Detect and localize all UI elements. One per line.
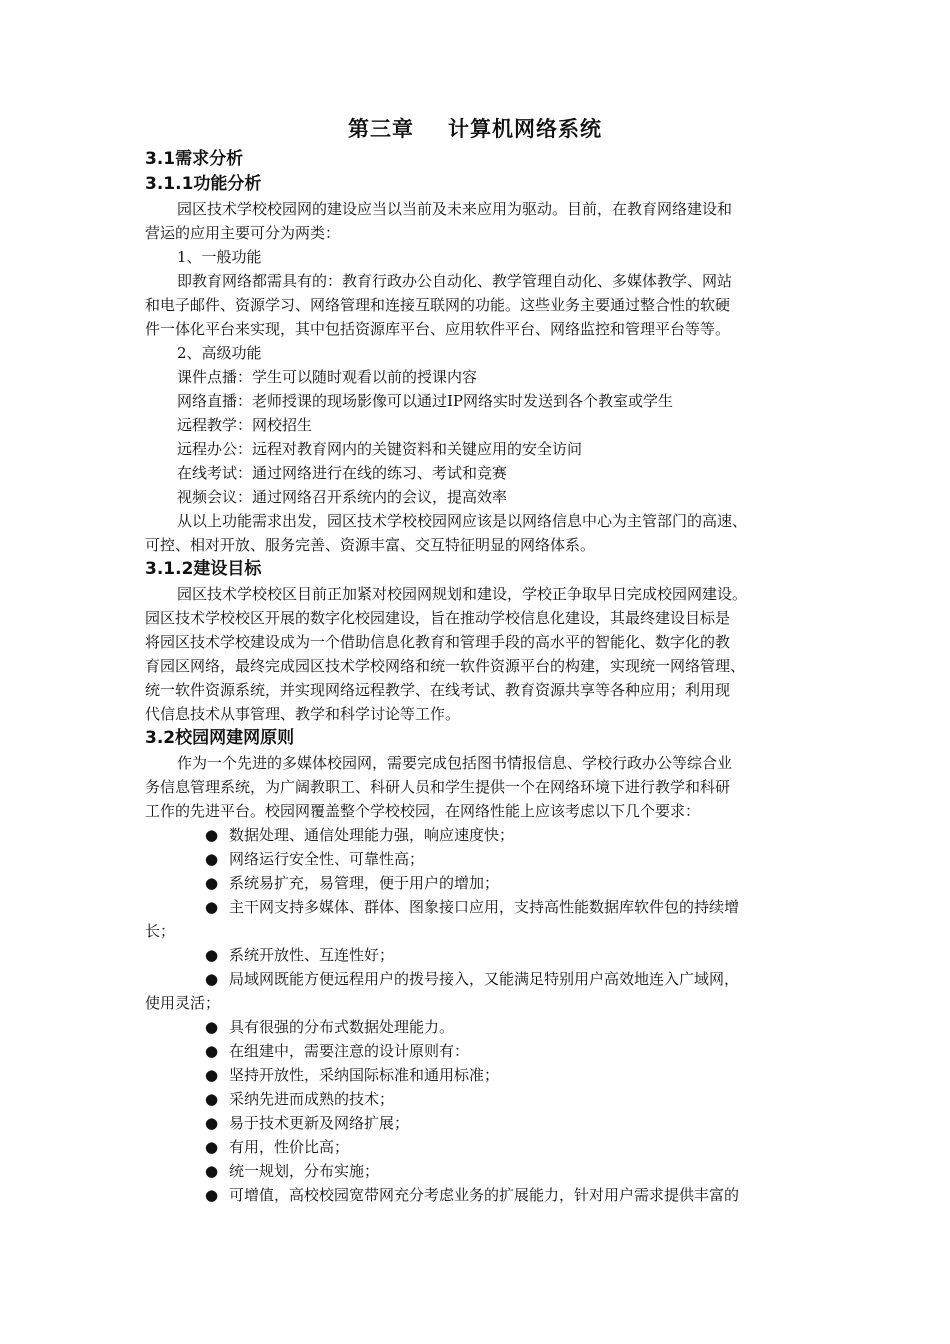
bullet-dot-icon: ●: [205, 1042, 219, 1060]
paragraph-line: 即教育网络都需具有的：教育行政办公自动化、教学管理自动化、多媒体教学、网站: [177, 272, 733, 290]
bullet-text: 易于技术更新及网络扩展；: [229, 1114, 410, 1132]
heading-3-1: 3.1需求分析: [145, 149, 244, 169]
bullet-item: [145, 1111, 825, 1135]
bullet-text: 在组建中，需要注意的设计原则有：: [229, 1042, 470, 1060]
bullet-list: [145, 823, 825, 1207]
chapter-name: 计算机网络系统: [448, 117, 602, 141]
list-label: 1、一般功能: [177, 248, 262, 266]
bullet-text: 数据处理、通信处理能力强，响应速度快；: [229, 826, 515, 844]
bullet-text: 系统开放性、互连性好；: [229, 946, 395, 964]
paragraph-line: 可控、相对开放、服务完善、资源丰富、交互特征明显的网络体系。: [145, 536, 596, 554]
chapter-title: [0, 117, 950, 141]
paragraph-line: 园区技术学校校园网的建设应当以当前及未来应用为驱动。目前，在教育网络建设和: [177, 200, 733, 218]
paragraph-line: 园区技术学校校区目前正加紧对校园网规划和建设，学校正争取早日完成校园网建设。: [177, 585, 748, 603]
bullet-text: 局域网既能方便远程用户的拨号接入，又能满足特别用户高效地连入广域网，: [229, 970, 740, 988]
bullet-item: [145, 943, 825, 967]
bullet-continuation: 长；: [145, 922, 176, 940]
feature-line: 视频会议：通过网络召开系统内的会议，提高效率: [177, 488, 508, 506]
bullet-dot-icon: ●: [205, 970, 219, 988]
paragraph-line: 育园区网络，最终完成园区技术学校网络和统一软件资源平台的构建，实现统一网络管理、: [145, 657, 746, 675]
bullet-text: 具有很强的分布式数据处理能力。: [229, 1018, 455, 1036]
body-content: [145, 147, 825, 1207]
bullet-text: 有用，性价比高；: [229, 1138, 350, 1156]
paragraph-line: 和电子邮件、资源学习、网络管理和连接互联网的功能。这些业务主要通过整合性的软硬: [145, 296, 731, 314]
bullet-item: [145, 1087, 825, 1111]
bullet-item: [145, 1063, 825, 1087]
bullet-text: 系统易扩充，易管理，便于用户的增加；: [229, 874, 500, 892]
bullet-text: 可增值，高校校园宽带网充分考虑业务的扩展能力，针对用户需求提供丰富的: [229, 1186, 740, 1204]
bullet-text: 统一规划，分布实施；: [229, 1162, 380, 1180]
feature-line: 网络直播：老师授课的现场影像可以通过IP网络实时发送到各个教室或学生: [177, 392, 674, 410]
paragraph-line: 作为一个先进的多媒体校园网，需要完成包括图书情报信息、学校行政办公等综合业: [177, 754, 733, 772]
heading-3-1-2: 3.1.2建设目标: [145, 559, 262, 579]
bullet-dot-icon: ●: [205, 874, 219, 892]
paragraph-line: 营运的应用主要可分为两类：: [145, 224, 341, 242]
feature-line: 课件点播：学生可以随时观看以前的授课内容: [177, 368, 478, 386]
bullet-dot-icon: ●: [205, 850, 219, 868]
bullet-item: [145, 847, 825, 871]
bullet-item: [145, 1159, 825, 1183]
bullet-dot-icon: ●: [205, 1018, 219, 1036]
bullet-text: 坚持开放性，采纳国际标准和通用标准；: [229, 1066, 500, 1084]
paragraph-line: 园区技术学校校区开展的数字化校园建设，旨在推动学校信息化建设，其最终建设目标是: [145, 609, 731, 627]
bullet-item: [145, 823, 825, 847]
bullet-dot-icon: ●: [205, 1114, 219, 1132]
bullet-dot-icon: ●: [205, 1090, 219, 1108]
bullet-text: 网络运行安全性、可靠性高；: [229, 850, 425, 868]
paragraph-line: 工作的先进平台。校园网覆盖整个学校校园，在网络性能上应该考虑以下几个要求：: [145, 802, 701, 820]
bullet-continuation: 使用灵活；: [145, 994, 221, 1012]
bullet-dot-icon: ●: [205, 898, 219, 916]
heading-3-1-1: 3.1.1功能分析: [145, 174, 262, 194]
feature-line: 远程教学：网校招生: [177, 416, 313, 434]
bullet-dot-icon: ●: [205, 1186, 219, 1204]
bullet-dot-icon: ●: [205, 1066, 219, 1084]
paragraph-line: 统一软件资源系统，并实现网络远程教学、在线考试、教育资源共享等各种应用；利用现: [145, 681, 731, 699]
paragraph-line: 务信息管理系统，为广阔教职工、科研人员和学生提供一个在网络环境下进行教学和科研: [145, 778, 731, 796]
paragraph-line: 将园区技术学校建设成为一个借助信息化教育和管理手段的高水平的智能化、数字化的教: [145, 633, 731, 651]
bullet-item: [145, 895, 825, 919]
list-label: 2、高级功能: [177, 344, 262, 362]
bullet-dot-icon: ●: [205, 1162, 219, 1180]
bullet-dot-icon: ●: [205, 946, 219, 964]
heading-3-2: 3.2校园网建网原则: [145, 728, 295, 748]
bullet-item: [145, 1015, 825, 1039]
bullet-item: [145, 967, 825, 991]
bullet-item: [145, 1183, 825, 1207]
feature-line: 远程办公：远程对教育网内的关键资料和关键应用的安全访问: [177, 440, 583, 458]
bullet-dot-icon: ●: [205, 1138, 219, 1156]
feature-line: 在线考试：通过网络进行在线的练习、考试和竞赛: [177, 464, 508, 482]
bullet-dot-icon: ●: [205, 826, 219, 844]
bullet-text: 采纳先进而成熟的技术；: [229, 1090, 395, 1108]
paragraph-line: 代信息技术从事管理、教学和科学讨论等工作。: [145, 705, 461, 723]
bullet-text: 主干网支持多媒体、群体、图象接口应用，支持高性能数据库软件包的持续增: [229, 898, 740, 916]
paragraph-line: 从以上功能需求出发，园区技术学校校园网应该是以网络信息中心为主管部门的高速、: [177, 512, 748, 530]
bullet-item: [145, 1039, 825, 1063]
bullet-item: [145, 1135, 825, 1159]
bullet-item: [145, 871, 825, 895]
chapter-number: 第三章: [348, 117, 414, 141]
paragraph-line: 件一体化平台来实现，其中包括资源库平台、应用软件平台、网络监控和管理平台等等。: [145, 320, 731, 338]
